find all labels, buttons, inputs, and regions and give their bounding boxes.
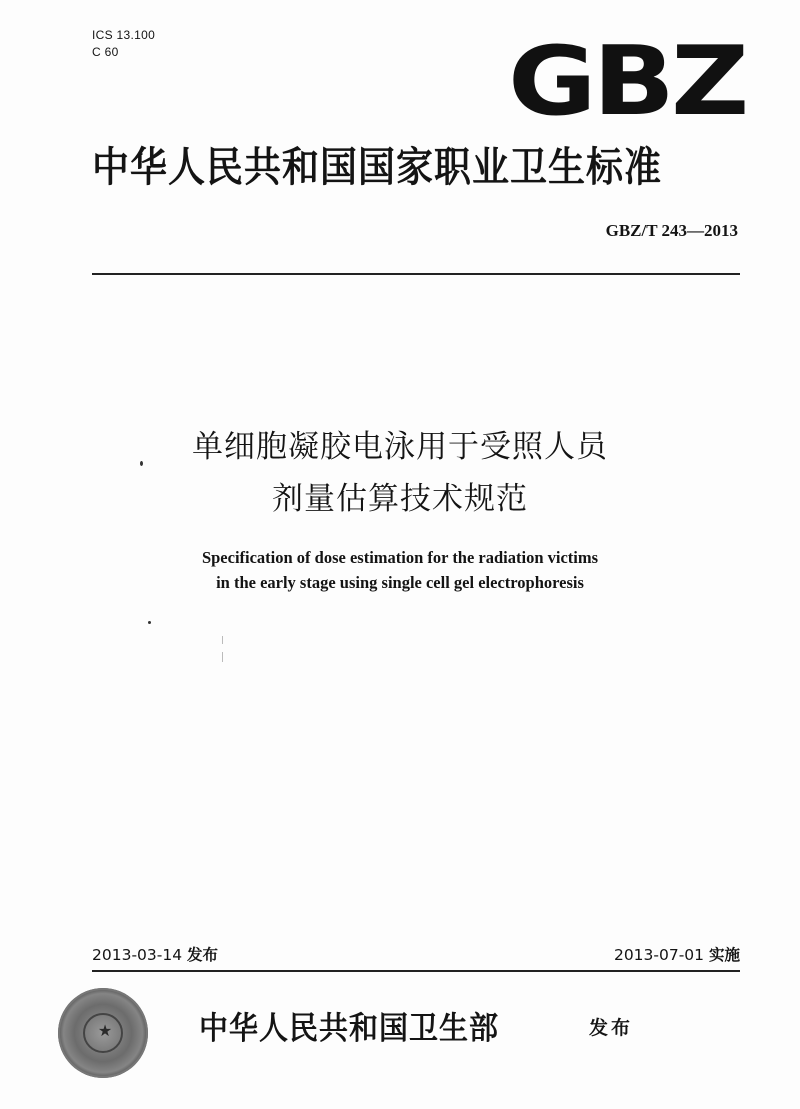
ccs-code: C 60 xyxy=(92,45,119,59)
chinese-title xyxy=(0,421,800,525)
date-row xyxy=(92,943,740,969)
gbz-logo xyxy=(508,26,746,137)
publisher-name: 中华人民共和国卫生部 xyxy=(199,1009,500,1047)
publisher-action: 发布 xyxy=(589,1017,634,1039)
chinese-title-line-2: 剂量估算技术规范 xyxy=(272,481,528,517)
header-divider xyxy=(92,273,740,275)
effective-date xyxy=(614,943,740,965)
logo-letter-b: B xyxy=(592,26,671,137)
chinese-title-line-1: 单细胞凝胶电泳用于受照人员 xyxy=(192,429,608,465)
english-title-line-1: Specification of dose estimation for the radiation victims xyxy=(201,548,599,567)
effective-label: 实施 xyxy=(708,946,740,964)
ics-code: ICS 13.100 xyxy=(92,28,156,42)
footer-divider xyxy=(92,970,740,972)
official-seal-icon xyxy=(58,988,148,1078)
seal-emblem-icon xyxy=(83,1013,123,1053)
scan-dash xyxy=(222,652,223,662)
effective-date-value: 2013-07-01 xyxy=(613,946,705,964)
standard-number: GBZ/T 243—2013 xyxy=(605,221,738,240)
star-icon: ★ xyxy=(97,1021,113,1040)
english-title-line-2: in the early stage using single cell gel electrophoresis xyxy=(216,573,584,592)
classification-codes xyxy=(92,27,155,61)
english-title xyxy=(0,545,800,595)
scan-speck xyxy=(148,621,151,624)
issuing-authority-title: 中华人民共和国国家职业卫生标准 xyxy=(92,143,662,191)
scan-dash xyxy=(222,636,223,644)
logo-letter-z: Z xyxy=(670,26,746,137)
logo-letter-g: G xyxy=(508,26,593,137)
issue-date-value: 2013-03-14 xyxy=(92,946,183,964)
issue-date xyxy=(92,943,218,965)
issue-label: 发布 xyxy=(187,946,219,964)
